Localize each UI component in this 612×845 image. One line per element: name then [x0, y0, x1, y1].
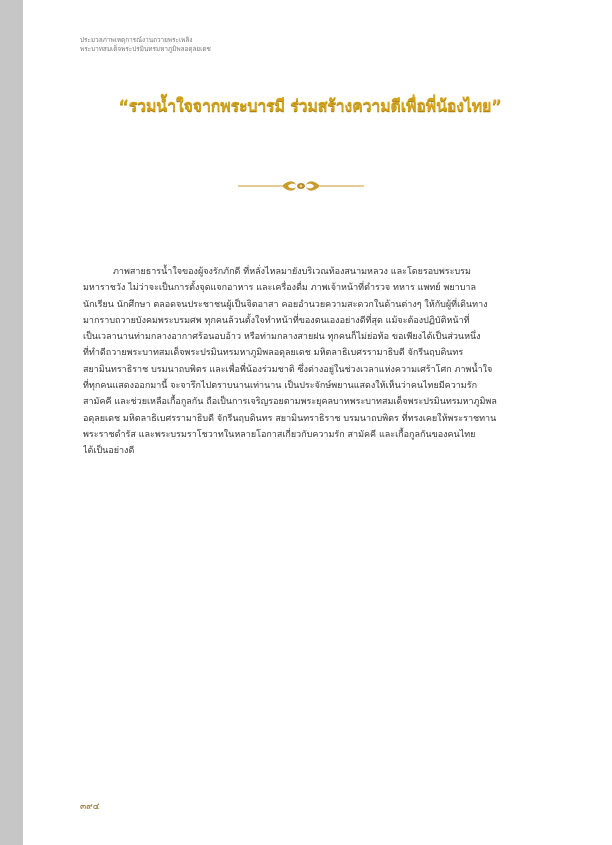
- body-line: ที่ทุกคนแสดงออกมานี้ จะจารึกไปตราบนานเท่านาน เป็นประจักษ์พยานแสดงให้เห็นว่าคนไทยมีความรัก: [83, 381, 478, 392]
- body-line: มหาราชวัง ไม่ว่าจะเป็นการตั้งจุดแจกอาหาร และเครื่องดื่ม ภาพเจ้าหน้าที่ตำรวจ ทหาร แพทย์ พยาบาล: [83, 283, 476, 294]
- body-paragraph: [83, 264, 530, 460]
- left-margin-band: [0, 0, 23, 845]
- body-line: มากราบถวายบังคมพระบรมศพ ทุกคนล้วนตั้งใจทำหน้าที่ของตนเองอย่างดีที่สุด แม้จะต้องปฏิบัติหน้าที่: [83, 315, 470, 326]
- body-line: สยามินทราธิราช บรมนาถบพิตร และเพื่อพี่น้องร่วมชาติ ซึ่งต่างอยู่ในช่วงเวลาแห่งความเศร้าโศก ภาพน้ำใจ: [83, 364, 493, 375]
- body-line: นักเรียน นักศึกษา ตลอดจนประชาชนผู้เป็นจิตอาสา คอยอำนวยความสะดวกในด้านต่างๆ ให้กับผู้ที่เดินทาง: [83, 299, 488, 310]
- body-line: ได้เป็นอย่างดี: [83, 446, 135, 457]
- page-title: “รวมน้ำใจจากพระบารมี ร่วมสร้างความดีเพื่อพี่น้องไทย”: [118, 96, 502, 115]
- body-line: ภาพสายธารน้ำใจของผู้จงรักภักดี ที่หลั่งไหลมายังบริเวณท้องสนามหลวง และโดยรอบพระบรม: [113, 267, 471, 277]
- body-line: พระราชดำรัส และพระบรมราโชวาทในหลายโอกาสเกี่ยวกับความรัก สามัคคี และเกื้อกูลกันของคนไทย: [83, 429, 476, 440]
- body-line: เป็นเวลานานท่ามกลางอากาศร้อนอบอ้าว หรือท่ามกลางสายฝน ทุกคนก็ไม่ย่อท้อ ขอเพียงได้เป็นส่วนหนึ่ง: [83, 332, 481, 343]
- page-number: ๓๙๔: [80, 802, 100, 812]
- body-line: สามัคคี และช่วยเหลือเกื้อกูลกัน ถือเป็นการเจริญรอยตามพระยุคลบาทพระบาทสมเด็จพระปรมินทรมหาภูมิพล: [83, 397, 497, 408]
- running-header: [80, 36, 380, 54]
- header-line-2: พระบาทสมเด็จพระปรมินทรมหาภูมิพลอดุลยเดช: [80, 45, 211, 53]
- body-line: ที่ทำดีถวายพระบาทสมเด็จพระปรมินทรมหาภูมิพลอดุลยเดช มหิตลาธิเบศรรามาธิบดี จักรีนฤบดินทร: [83, 348, 464, 359]
- body-line: อดุลยเดช มหิตลาธิเบศรรามาธิบดี จักรีนฤบดินทร สยามินทราธิราช บรมนาถบพิตร ที่ทรงเคยให้พระราชทาน: [83, 413, 497, 424]
- header-line-1: ประมวลภาพเหตุการณ์งานถวายพระเพลิง: [80, 36, 193, 44]
- gold-flourish-divider-icon: [238, 179, 364, 193]
